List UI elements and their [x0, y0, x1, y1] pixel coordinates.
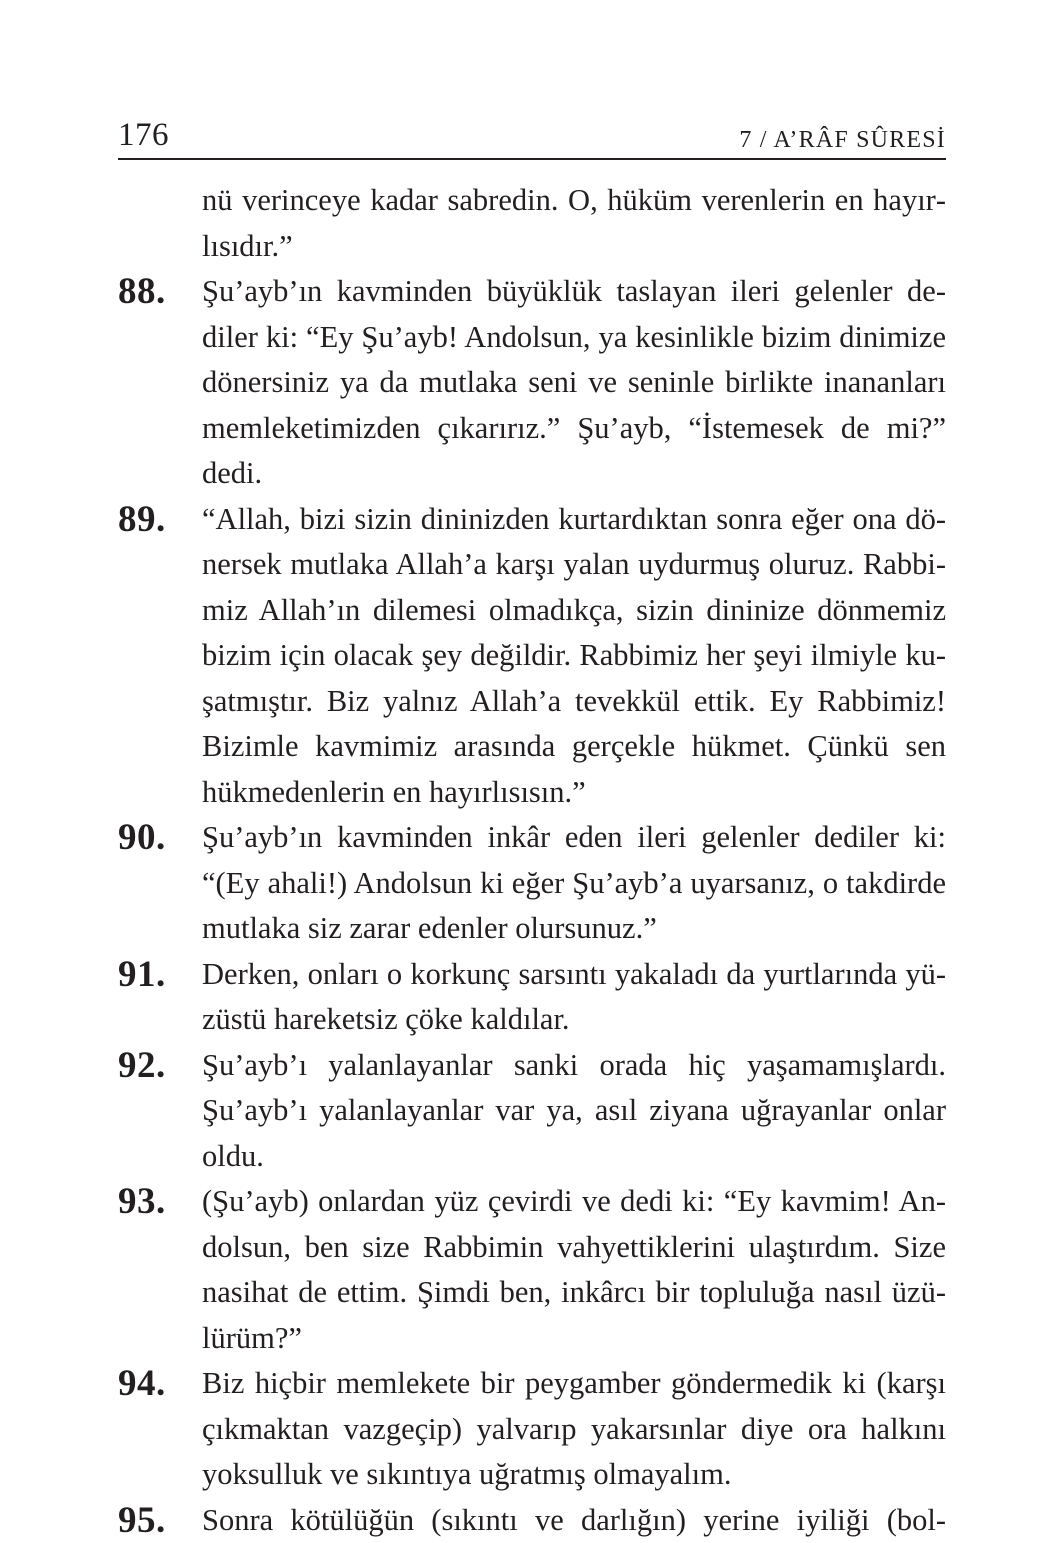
verse-text: (Şu’ayb) onlardan yüz çevirdi ve dedi ki: “Ey kavmim! Andolsun, ben size Rabbimin vahyettiklerini ulaştırdım. Size nasihat de ettim. Şimdi ben, inkârcı bir topluluğa nasıl üzülürüm?”	[202, 1179, 946, 1361]
verse-94	[118, 1361, 946, 1498]
verse-92	[118, 1043, 946, 1180]
verse-text: Biz hiçbir memlekete bir peygamber göndermedik ki (karşı çıkmaktan vazgeçip) yalvarıp yakarsınlar diye ora halkını yoksulluk ve sıkıntıya uğratmış olmayalım.	[202, 1361, 946, 1498]
verse-number: 90.	[118, 815, 166, 861]
verse-text: “Allah, bizi sizin dininizden kurtardıktan sonra eğer ona dönersek mutlaka Allah’a karşı yalan uydurmuş oluruz. Rabbimiz Allah’ın dilemesi olmadıkça, sizin dininize dönmemiz bizim için olacak şey değildir. Rabbimiz her şeyi ilmiyle kuşatmıştır. Biz yalnız Allah’a tevekkül ettik. Ey Rabbimiz! Bizimle kavmimiz arasında gerçekle hükmet. Çünkü sen hükmedenlerin en hayırlısısın.”	[202, 497, 946, 816]
page-header	[118, 110, 946, 160]
verse-91	[118, 952, 946, 1043]
running-title: 7 / A’RÂF SÛRESİ	[739, 127, 946, 154]
book-page	[118, 110, 946, 1543]
verse-95	[118, 1498, 946, 1543]
continuation-paragraph	[118, 178, 946, 269]
verse-90	[118, 815, 946, 952]
verse-number: 94.	[118, 1361, 166, 1407]
verse-number: 91.	[118, 952, 166, 998]
verse-text: Şu’ayb’ın kavminden inkâr eden ileri gelenler dediler ki: “(Ey ahali!) Andolsun ki eğer Şu’ayb’a uyarsanız, o takdirde mutlaka siz zarar edenler olursunuz.”	[202, 815, 946, 952]
verse-number: 88.	[118, 269, 166, 315]
verse-text: Derken, onları o korkunç sarsıntı yakaladı da yurtlarında yüzüstü hareketsiz çöke kaldılar.	[202, 952, 946, 1043]
verse-number: 89.	[118, 497, 166, 543]
verse-text: Şu’ayb’ı yalanlayanlar sanki orada hiç yaşamamışlardı. Şu’ayb’ı yalanlayanlar var ya, asıl ziyana uğrayanlar onlar oldu.	[202, 1043, 946, 1180]
verse-number: 92.	[118, 1043, 166, 1089]
page-content	[118, 178, 946, 1543]
verse-88	[118, 269, 946, 497]
verse-93	[118, 1179, 946, 1361]
verse-number: 95.	[118, 1498, 166, 1543]
continuation-text: nü verinceye kadar sabredin. O, hüküm verenlerin en hayırlısıdır.”	[202, 178, 946, 269]
verse-text: Sonra kötülüğün (sıkıntı ve darlığın) yerine iyiliği (bol-	[202, 1498, 946, 1543]
verse-89	[118, 497, 946, 816]
page-number: 176	[118, 117, 169, 154]
verse-number: 93.	[118, 1179, 166, 1225]
verse-text: Şu’ayb’ın kavminden büyüklük taslayan ileri gelenler dediler ki: “Ey Şu’ayb! Andolsun, ya kesinlikle bizim dinimize dönersiniz ya da mutlaka seni ve seninle birlikte inananları memleketimizden çıkarırız.” Şu’ayb, “İstemesek de mi?” dedi.	[202, 269, 946, 497]
